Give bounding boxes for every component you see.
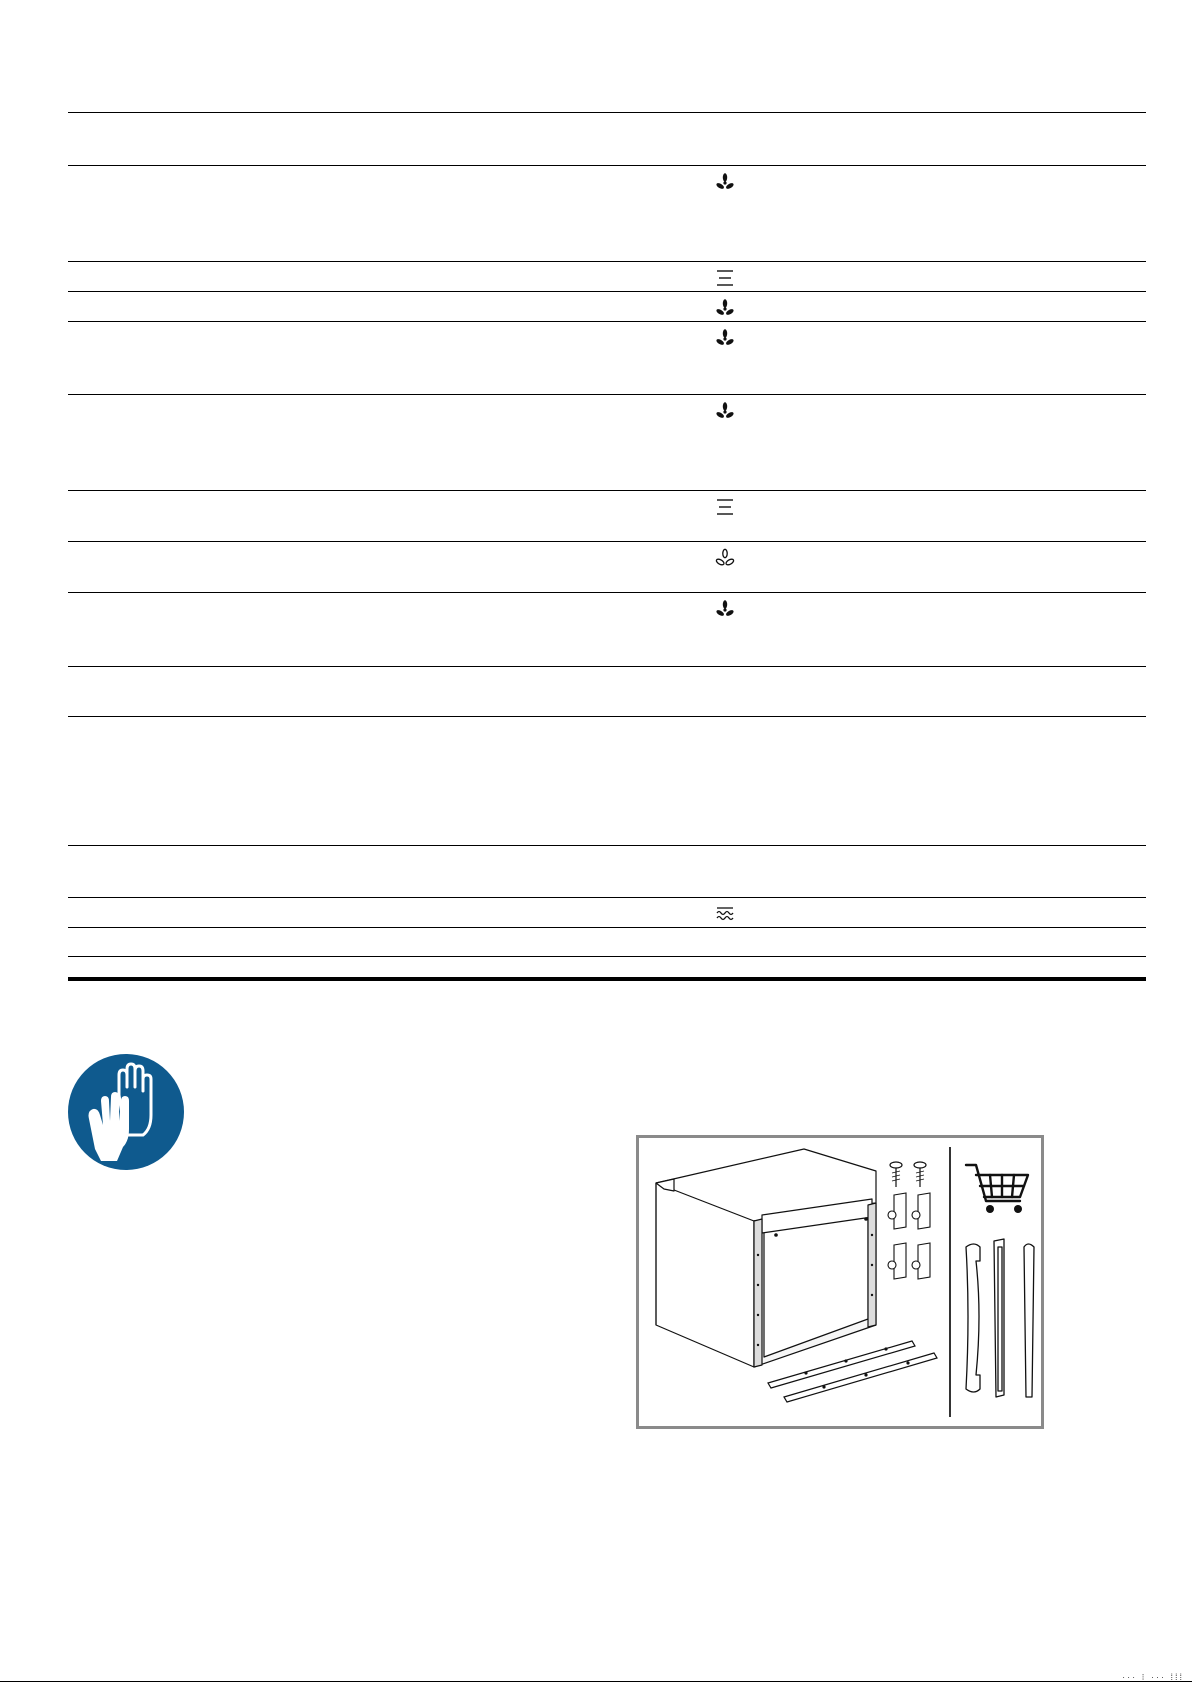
- fan-icon: [715, 599, 735, 619]
- table-row: [68, 666, 1146, 716]
- top-bottom-heat-icon: [715, 268, 735, 288]
- footer-marks: ··· ⁝ ··· ⁞⁞⁞: [1122, 1672, 1184, 1682]
- wear-gloves-icon: [67, 1053, 185, 1171]
- fan-open-icon: [715, 548, 735, 568]
- fan-icon: [715, 298, 735, 318]
- table-row: [68, 291, 1146, 321]
- grill-icon: [715, 904, 735, 924]
- settings-table: [68, 112, 1146, 994]
- table-row: [68, 845, 1146, 897]
- fan-icon: [715, 328, 735, 348]
- table-row: [68, 716, 1146, 845]
- table-row: [68, 592, 1146, 666]
- table-row: [68, 956, 1146, 994]
- table-row: [68, 321, 1146, 394]
- table-row: [68, 394, 1146, 490]
- table-row: [68, 261, 1146, 291]
- top-bottom-heat-icon: [715, 497, 735, 517]
- footer-rule: [0, 1681, 1192, 1682]
- table-row: [68, 927, 1146, 956]
- table-row: [68, 541, 1146, 592]
- table-row: [68, 165, 1146, 261]
- fan-icon: [715, 401, 735, 421]
- table-row: [68, 897, 1146, 927]
- installation-kit-illustration: [636, 1135, 1044, 1429]
- table-end-rule: [68, 977, 1146, 981]
- table-row: [68, 490, 1146, 541]
- table-row: [68, 112, 1146, 165]
- fan-icon: [715, 172, 735, 192]
